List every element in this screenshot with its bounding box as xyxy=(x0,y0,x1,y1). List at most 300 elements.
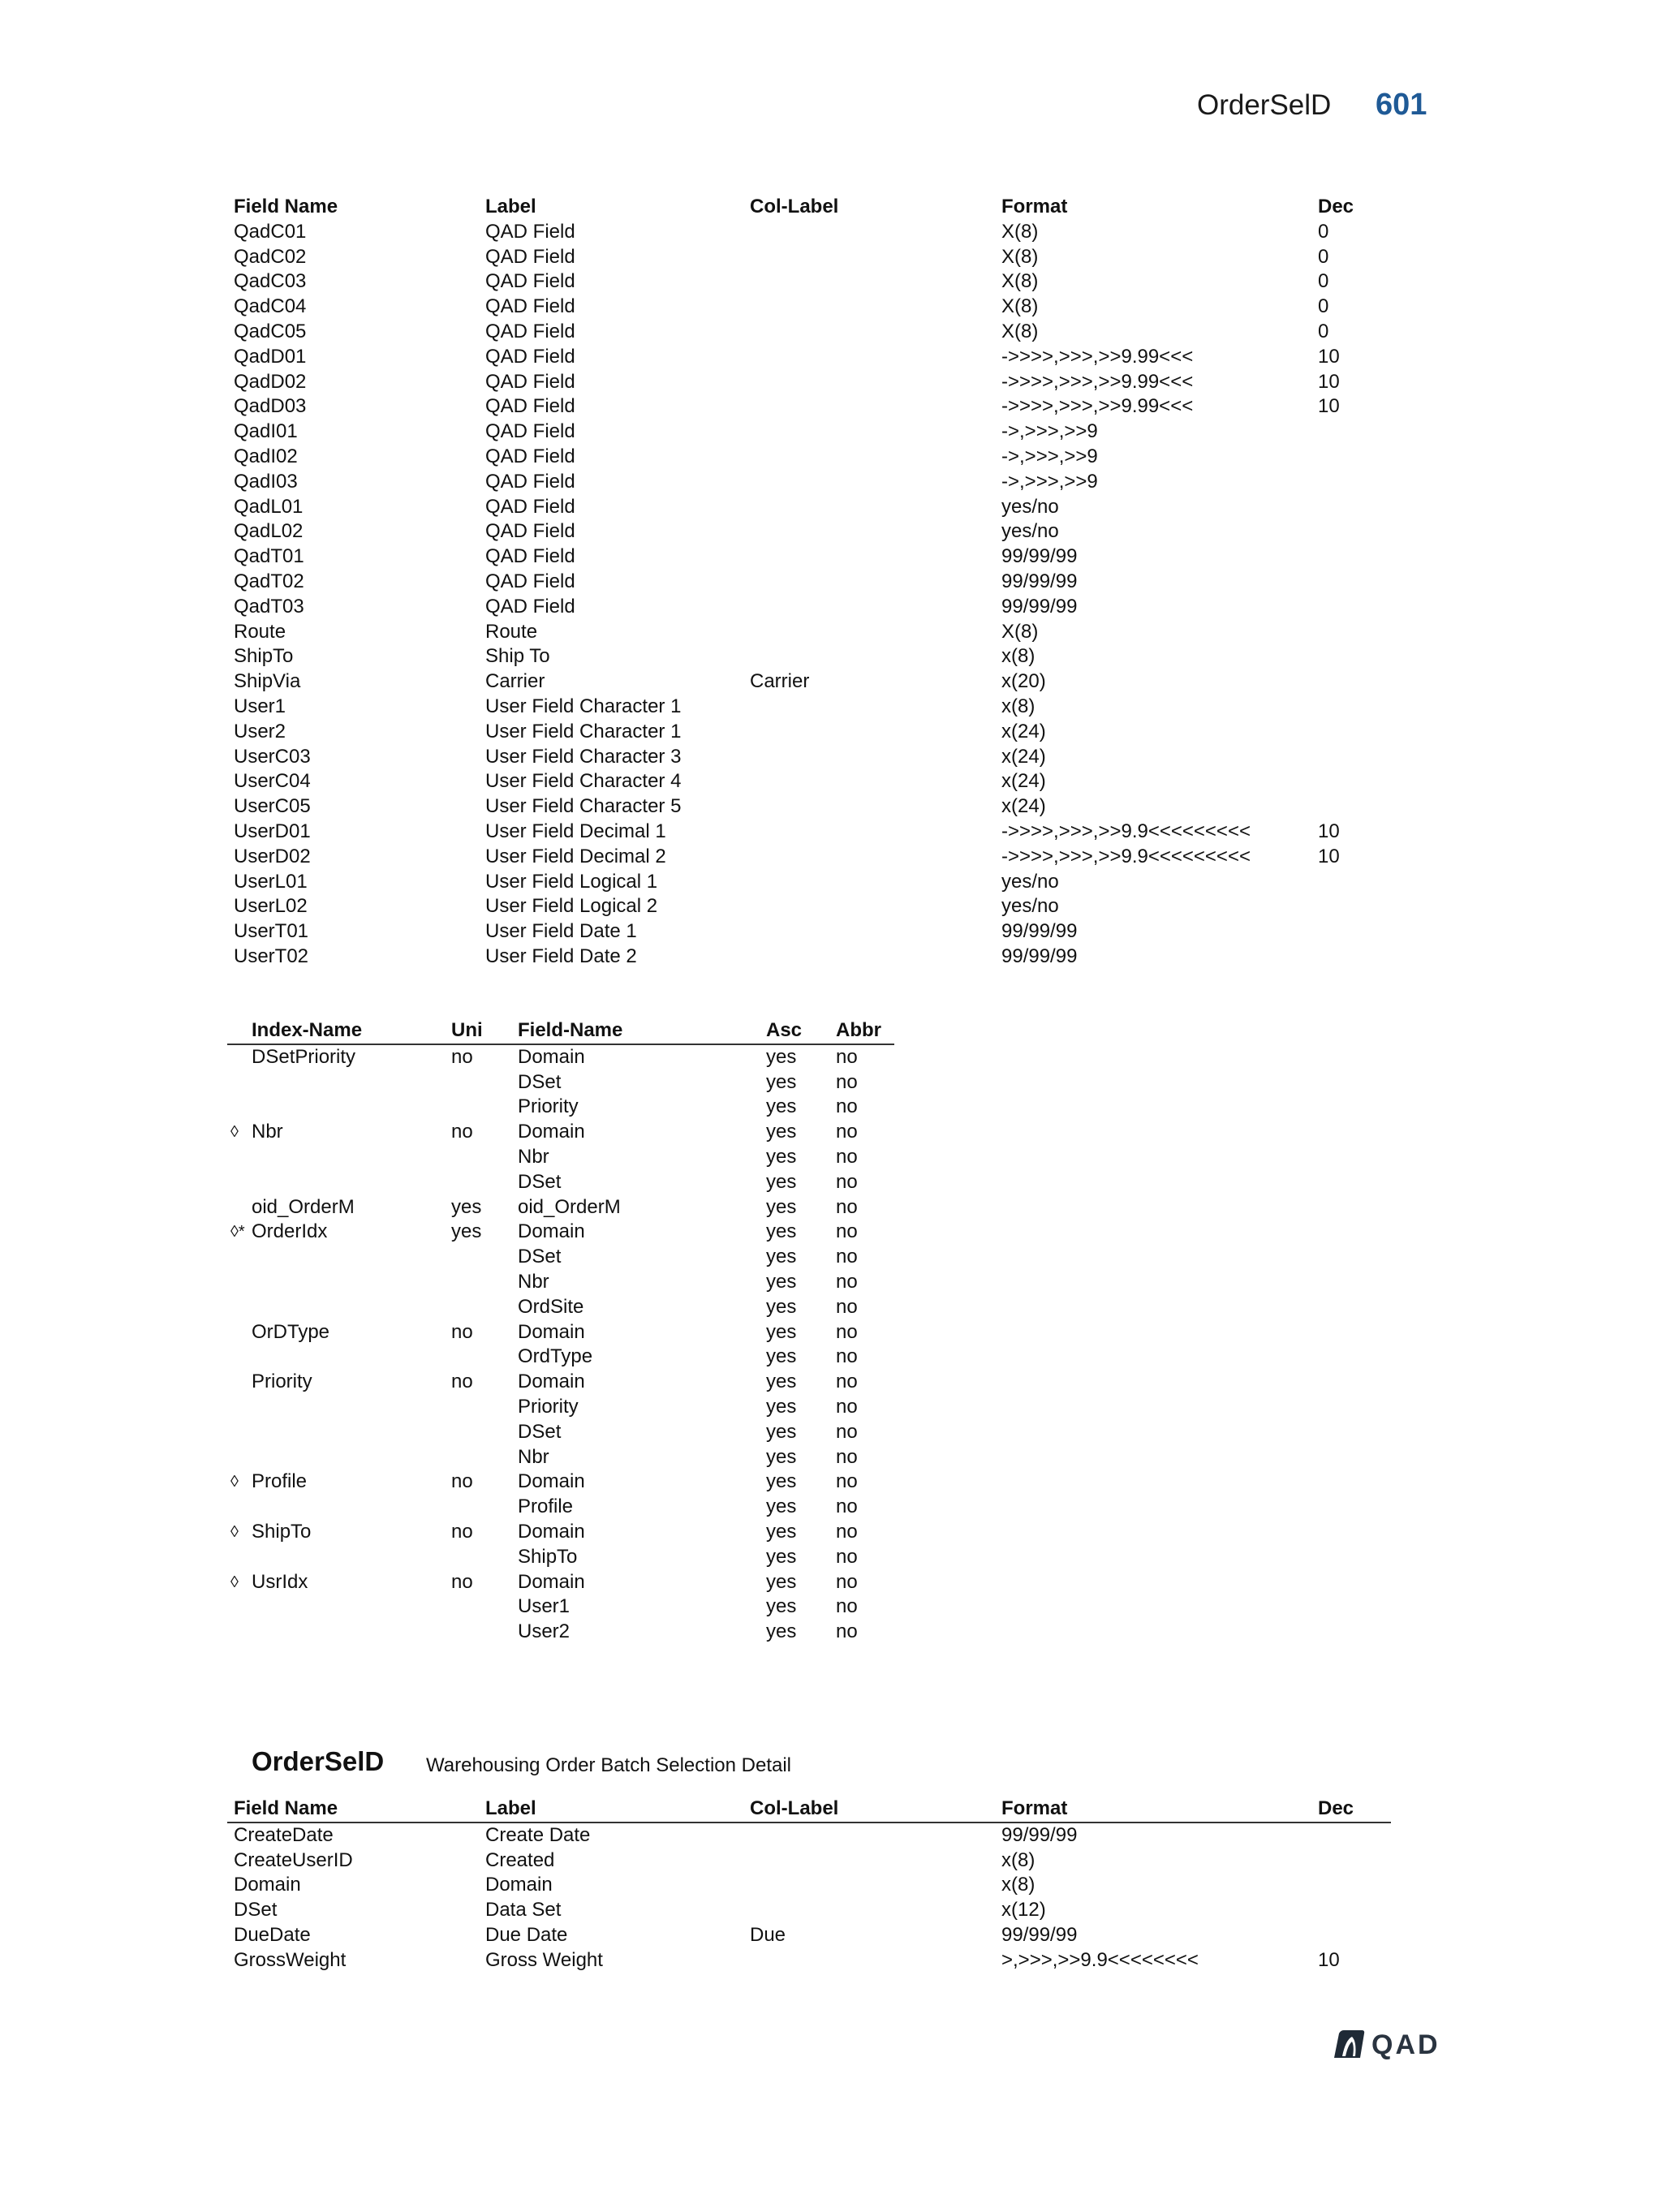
table-row xyxy=(227,1145,894,1170)
asc-cell: yes xyxy=(766,1295,797,1318)
header-label: Label xyxy=(485,1797,536,1819)
table-row xyxy=(227,945,1391,970)
header-abbr: Abbr xyxy=(836,1019,881,1041)
col-label-cell xyxy=(750,345,1001,370)
col-label-cell xyxy=(750,794,1001,820)
field-name-cell: QadT02 xyxy=(234,570,304,592)
table-row xyxy=(227,1295,894,1320)
field-name-cell: QadD02 xyxy=(234,370,307,393)
table-row xyxy=(227,320,1391,345)
table-row xyxy=(227,894,1391,919)
table-row xyxy=(227,620,1391,645)
abbr-cell: no xyxy=(836,1095,858,1118)
field-name-cell: ShipTo xyxy=(518,1545,578,1568)
header-field-name: Field Name xyxy=(234,196,338,217)
table-row xyxy=(227,1320,894,1345)
dec-cell: 10 xyxy=(1318,845,1340,867)
field-name-cell: QadC04 xyxy=(234,295,307,318)
index-name-cell xyxy=(252,1270,451,1295)
table-row xyxy=(227,1445,894,1470)
table-row xyxy=(227,1948,1391,1973)
field-name-cell: QadL01 xyxy=(234,495,304,518)
label-cell: QAD Field xyxy=(485,345,575,368)
field-name-cell: Domain xyxy=(518,1320,585,1343)
format-cell: ->>>>,>>>,>>9.9<<<<<<<<< xyxy=(1001,820,1251,842)
col-label-cell xyxy=(750,495,1001,520)
abbr-cell: no xyxy=(836,1220,858,1243)
header-field-name: Field-Name xyxy=(518,1019,623,1041)
col-label-cell xyxy=(750,620,1001,645)
table-row xyxy=(227,1495,894,1520)
abbr-cell: no xyxy=(836,1070,858,1093)
index-name-cell: oid_OrderM xyxy=(252,1195,355,1218)
label-cell: User Field Character 1 xyxy=(485,720,682,742)
field-name-cell: Nbr xyxy=(518,1270,549,1293)
field-name-cell: UserT02 xyxy=(234,945,309,967)
dec-cell xyxy=(1318,794,1391,820)
label-cell: Due Date xyxy=(485,1923,568,1946)
format-cell: x(8) xyxy=(1001,1848,1036,1871)
table-row xyxy=(227,269,1391,295)
qad-logo xyxy=(1331,2029,1440,2061)
table-row xyxy=(227,220,1391,245)
col-label-cell xyxy=(750,295,1001,320)
fields-table-header xyxy=(227,195,1391,220)
uni-cell: no xyxy=(451,1320,473,1343)
index-table xyxy=(227,1018,894,1645)
col-label-cell xyxy=(750,544,1001,570)
field-name-cell: OrdSite xyxy=(518,1295,584,1318)
format-cell: yes/no xyxy=(1001,895,1059,918)
index-name-cell: ShipTo xyxy=(252,1520,312,1543)
dec-cell xyxy=(1318,544,1391,570)
label-cell: QAD Field xyxy=(485,520,575,543)
label-cell: User Field Character 5 xyxy=(485,795,682,818)
abbr-cell: no xyxy=(836,1195,858,1218)
uni-cell xyxy=(451,1170,518,1195)
uni-cell xyxy=(451,1270,518,1295)
uni-cell xyxy=(451,1245,518,1270)
asc-cell: yes xyxy=(766,1145,797,1168)
field-name-cell: UserC04 xyxy=(234,770,311,793)
label-cell: User Field Date 1 xyxy=(485,920,637,943)
format-cell: x(8) xyxy=(1001,645,1036,668)
col-label-cell xyxy=(750,595,1001,620)
index-name-cell xyxy=(252,1620,451,1645)
field-name-cell: DSet xyxy=(518,1070,562,1093)
field-name-cell: Domain xyxy=(234,1874,301,1896)
col-label-cell xyxy=(750,894,1001,919)
label-cell: Gross Weight xyxy=(485,1948,603,1971)
asc-cell: yes xyxy=(766,1095,797,1118)
header-asc: Asc xyxy=(766,1019,803,1041)
col-label-cell xyxy=(750,1848,1001,1874)
index-marker xyxy=(227,1295,252,1320)
field-name-cell: UserL02 xyxy=(234,895,308,918)
index-marker xyxy=(227,1395,252,1420)
col-label-cell xyxy=(750,695,1001,720)
col-label-cell xyxy=(750,220,1001,245)
index-marker: ◊ xyxy=(230,1522,239,1541)
format-cell: yes/no xyxy=(1001,495,1059,518)
field-name-cell: QadI03 xyxy=(234,470,298,493)
index-name-cell xyxy=(252,1295,451,1320)
table-row xyxy=(227,1395,894,1420)
asc-cell: yes xyxy=(766,1420,797,1443)
field-name-cell: OrdType xyxy=(518,1345,593,1368)
table-row xyxy=(227,519,1391,544)
field-name-cell: QadT01 xyxy=(234,545,304,568)
index-marker xyxy=(227,1545,252,1570)
table-row xyxy=(227,1170,894,1195)
label-cell: User Field Logical 2 xyxy=(485,895,658,918)
col-label-cell xyxy=(750,820,1001,845)
field-name-cell: QadI01 xyxy=(234,420,298,443)
label-cell: Data Set xyxy=(485,1899,562,1922)
page-number: 601 xyxy=(1376,88,1427,122)
header-format: Format xyxy=(1001,196,1068,217)
abbr-cell: no xyxy=(836,1320,858,1343)
table-row xyxy=(227,695,1391,720)
field-name-cell: Domain xyxy=(518,1570,585,1593)
abbr-cell: no xyxy=(836,1520,858,1543)
field-name-cell: CreateDate xyxy=(234,1823,334,1846)
index-marker xyxy=(227,1320,252,1345)
col-label-cell xyxy=(750,245,1001,270)
format-cell: x(20) xyxy=(1001,670,1046,693)
format-cell: x(24) xyxy=(1001,720,1046,742)
label-cell: Route xyxy=(485,620,538,643)
index-name-cell xyxy=(252,1495,451,1520)
format-cell: 99/99/99 xyxy=(1001,570,1078,592)
format-cell: yes/no xyxy=(1001,520,1059,543)
table-row xyxy=(227,794,1391,820)
dec-cell xyxy=(1318,445,1391,470)
col-label-cell xyxy=(750,570,1001,595)
format-cell: X(8) xyxy=(1001,320,1039,342)
index-name-cell xyxy=(252,1445,451,1470)
col-label-cell xyxy=(750,519,1001,544)
index-marker xyxy=(227,1195,252,1220)
abbr-cell: no xyxy=(836,1570,858,1593)
uni-cell xyxy=(451,1295,518,1320)
index-name-cell xyxy=(252,1594,451,1620)
table-row xyxy=(227,1420,894,1445)
uni-cell xyxy=(451,1095,518,1120)
table-row xyxy=(227,1898,1391,1923)
index-name-cell: DSetPriority xyxy=(252,1045,356,1068)
uni-cell: yes xyxy=(451,1195,482,1218)
field-name-cell: DSet xyxy=(234,1899,278,1922)
dec-cell: 10 xyxy=(1318,820,1340,842)
label-cell: User Field Character 4 xyxy=(485,770,682,793)
format-cell: ->>>>,>>>,>>9.99<<< xyxy=(1001,370,1194,393)
col-label-cell xyxy=(750,320,1001,345)
asc-cell: yes xyxy=(766,1570,797,1593)
field-name-cell: QadC01 xyxy=(234,220,307,243)
table-row xyxy=(227,345,1391,370)
abbr-cell: no xyxy=(836,1420,858,1443)
index-marker xyxy=(227,1095,252,1120)
format-cell: X(8) xyxy=(1001,245,1039,268)
label-cell: User Field Decimal 1 xyxy=(485,820,666,842)
col-label-cell xyxy=(750,394,1001,420)
dec-cell: 0 xyxy=(1318,220,1329,243)
label-cell: QAD Field xyxy=(485,420,575,443)
label-cell: User Field Decimal 2 xyxy=(485,845,666,867)
dec-cell xyxy=(1318,519,1391,544)
col-label-cell xyxy=(750,870,1001,895)
abbr-cell: no xyxy=(836,1295,858,1318)
index-marker xyxy=(227,1620,252,1645)
field-name-cell: Domain xyxy=(518,1520,585,1543)
table-row xyxy=(227,1594,894,1620)
dec-cell xyxy=(1318,620,1391,645)
uni-cell xyxy=(451,1395,518,1420)
index-name-cell xyxy=(252,1145,451,1170)
index-marker xyxy=(227,1345,252,1370)
field-name-cell: Domain xyxy=(518,1121,585,1143)
field-name-cell: QadI02 xyxy=(234,445,298,467)
table-row xyxy=(227,745,1391,770)
qad-logo-icon xyxy=(1331,2029,1367,2061)
dec-cell xyxy=(1318,720,1391,745)
format-cell: X(8) xyxy=(1001,620,1039,643)
dec-cell: 0 xyxy=(1318,245,1329,268)
uni-cell xyxy=(451,1070,518,1095)
label-cell: Create Date xyxy=(485,1823,591,1846)
index-name-cell: UsrIdx xyxy=(252,1570,308,1593)
col-label-cell xyxy=(750,919,1001,945)
dec-cell xyxy=(1318,420,1391,445)
dec-cell xyxy=(1318,495,1391,520)
dec-cell xyxy=(1318,945,1391,970)
uni-cell xyxy=(451,1495,518,1520)
table-row xyxy=(227,1195,894,1220)
field-name-cell: UserC03 xyxy=(234,745,311,768)
label-cell: QAD Field xyxy=(485,470,575,493)
index-marker: ◊ xyxy=(230,1573,239,1591)
index-marker: ◊* xyxy=(230,1223,245,1242)
table-row xyxy=(227,1270,894,1295)
dec-cell: 0 xyxy=(1318,295,1329,318)
table-row xyxy=(227,1923,1391,1948)
field-name-cell: UserD02 xyxy=(234,845,311,867)
table-row xyxy=(227,445,1391,470)
table-row xyxy=(227,1545,894,1570)
table-row xyxy=(227,370,1391,395)
dec-cell xyxy=(1318,769,1391,794)
field-name-cell: DSet xyxy=(518,1246,562,1268)
dec-cell xyxy=(1318,595,1391,620)
index-name-cell xyxy=(252,1420,451,1445)
index-marker xyxy=(227,1420,252,1445)
table-row xyxy=(227,1620,894,1645)
asc-cell: yes xyxy=(766,1320,797,1343)
col-label-cell xyxy=(750,945,1001,970)
format-cell: ->>>>,>>>,>>9.99<<< xyxy=(1001,345,1194,368)
table-row xyxy=(227,1120,894,1145)
header-field-name: Field Name xyxy=(234,1797,338,1819)
table-row xyxy=(227,669,1391,695)
index-marker xyxy=(227,1495,252,1520)
col-label-cell xyxy=(750,370,1001,395)
index-marker xyxy=(227,1044,252,1070)
index-name-cell: Nbr xyxy=(252,1121,283,1143)
field-name-cell: QadC02 xyxy=(234,245,307,268)
col-label-cell xyxy=(750,269,1001,295)
index-name-cell xyxy=(252,1545,451,1570)
index-name-cell xyxy=(252,1095,451,1120)
format-cell: 99/99/99 xyxy=(1001,1823,1078,1846)
field-name-cell: Domain xyxy=(518,1045,585,1068)
field-name-cell: Domain xyxy=(518,1220,585,1243)
table-row xyxy=(227,1470,894,1495)
index-name-cell xyxy=(252,1070,451,1095)
field-name-cell: QadT03 xyxy=(234,595,304,618)
abbr-cell: no xyxy=(836,1545,858,1568)
index-marker xyxy=(227,1594,252,1620)
field-name-cell: QadC05 xyxy=(234,320,307,342)
header-format: Format xyxy=(1001,1797,1068,1819)
format-cell: x(24) xyxy=(1001,745,1046,768)
format-cell: x(12) xyxy=(1001,1899,1046,1922)
asc-cell: yes xyxy=(766,1246,797,1268)
dec-cell xyxy=(1318,1823,1391,1848)
abbr-cell: no xyxy=(836,1595,858,1618)
table-row xyxy=(227,1095,894,1120)
uni-cell xyxy=(451,1545,518,1570)
dec-cell xyxy=(1318,1898,1391,1923)
field-name-cell: Priority xyxy=(518,1395,579,1418)
abbr-cell: no xyxy=(836,1270,858,1293)
col-label-cell: Carrier xyxy=(750,670,810,693)
format-cell: X(8) xyxy=(1001,295,1039,318)
format-cell: 99/99/99 xyxy=(1001,545,1078,568)
dec-cell xyxy=(1318,1873,1391,1898)
field-name-cell: QadL02 xyxy=(234,520,304,543)
uni-cell xyxy=(451,1594,518,1620)
table-row xyxy=(227,595,1391,620)
index-name-cell xyxy=(252,1345,451,1370)
dec-cell: 10 xyxy=(1318,370,1340,393)
detail-table xyxy=(227,1797,1391,1973)
format-cell: ->>>>,>>>,>>9.9<<<<<<<<< xyxy=(1001,845,1251,867)
index-marker: ◊ xyxy=(230,1123,239,1142)
index-name-cell: Profile xyxy=(252,1470,308,1493)
asc-cell: yes xyxy=(766,1170,797,1193)
label-cell: Ship To xyxy=(485,645,550,668)
logo-text: QAD xyxy=(1371,2029,1440,2060)
dec-cell xyxy=(1318,1923,1391,1948)
dec-cell xyxy=(1318,570,1391,595)
header-col-label: Col-Label xyxy=(750,1797,839,1819)
abbr-cell: no xyxy=(836,1470,858,1493)
format-cell: x(24) xyxy=(1001,770,1046,793)
table-row xyxy=(227,870,1391,895)
label-cell: QAD Field xyxy=(485,445,575,467)
table-row xyxy=(227,495,1391,520)
field-name-cell: Nbr xyxy=(518,1445,549,1468)
field-name-cell: ShipVia xyxy=(234,670,301,693)
label-cell: QAD Field xyxy=(485,245,575,268)
label-cell: User Field Character 3 xyxy=(485,745,682,768)
format-cell: ->,>>>,>>9 xyxy=(1001,420,1098,443)
format-cell: x(8) xyxy=(1001,1874,1036,1896)
col-label-cell xyxy=(750,720,1001,745)
col-label-cell xyxy=(750,845,1001,870)
dec-cell xyxy=(1318,695,1391,720)
col-label-cell xyxy=(750,420,1001,445)
table-row xyxy=(227,420,1391,445)
asc-cell: yes xyxy=(766,1545,797,1568)
col-label-cell: Due xyxy=(750,1923,786,1946)
asc-cell: yes xyxy=(766,1070,797,1093)
format-cell: 99/99/99 xyxy=(1001,595,1078,618)
table-row xyxy=(227,1345,894,1370)
field-name-cell: UserD01 xyxy=(234,820,311,842)
index-marker xyxy=(227,1170,252,1195)
dec-cell: 10 xyxy=(1318,345,1340,368)
abbr-cell: no xyxy=(836,1246,858,1268)
dec-cell xyxy=(1318,1848,1391,1874)
dec-cell: 0 xyxy=(1318,270,1329,293)
format-cell: 99/99/99 xyxy=(1001,1923,1078,1946)
table-row xyxy=(227,1220,894,1245)
field-name-cell: oid_OrderM xyxy=(518,1195,621,1218)
table-row xyxy=(227,720,1391,745)
table-row xyxy=(227,245,1391,270)
label-cell: User Field Character 1 xyxy=(485,695,682,717)
uni-cell xyxy=(451,1620,518,1645)
dec-cell xyxy=(1318,870,1391,895)
index-marker xyxy=(227,1070,252,1095)
table-row xyxy=(227,295,1391,320)
table-row xyxy=(227,394,1391,420)
format-cell: x(8) xyxy=(1001,695,1036,717)
col-label-cell xyxy=(750,1948,1001,1973)
asc-cell: yes xyxy=(766,1520,797,1543)
field-name-cell: CreateUserID xyxy=(234,1848,353,1871)
index-name-cell: Priority xyxy=(252,1371,312,1393)
label-cell: QAD Field xyxy=(485,570,575,592)
label-cell: QAD Field xyxy=(485,495,575,518)
table-row xyxy=(227,769,1391,794)
table-row xyxy=(227,1520,894,1545)
label-cell: QAD Field xyxy=(485,395,575,418)
table-row xyxy=(227,1044,894,1070)
dec-cell: 10 xyxy=(1318,395,1340,418)
index-marker xyxy=(227,1445,252,1470)
format-cell: x(24) xyxy=(1001,795,1046,818)
abbr-cell: no xyxy=(836,1395,858,1418)
table-row xyxy=(227,845,1391,870)
index-name-cell: OrDType xyxy=(252,1320,330,1343)
field-name-cell: User1 xyxy=(518,1595,571,1618)
format-cell: ->,>>>,>>9 xyxy=(1001,445,1098,467)
index-name-cell xyxy=(252,1245,451,1270)
dec-cell xyxy=(1318,894,1391,919)
table-row xyxy=(227,820,1391,845)
index-marker xyxy=(227,1270,252,1295)
uni-cell xyxy=(451,1145,518,1170)
abbr-cell: no xyxy=(836,1345,858,1368)
field-name-cell: User1 xyxy=(234,695,286,717)
table-row xyxy=(227,1823,1391,1848)
label-cell: QAD Field xyxy=(485,320,575,342)
label-cell: QAD Field xyxy=(485,545,575,568)
format-cell: ->,>>>,>>9 xyxy=(1001,470,1098,493)
